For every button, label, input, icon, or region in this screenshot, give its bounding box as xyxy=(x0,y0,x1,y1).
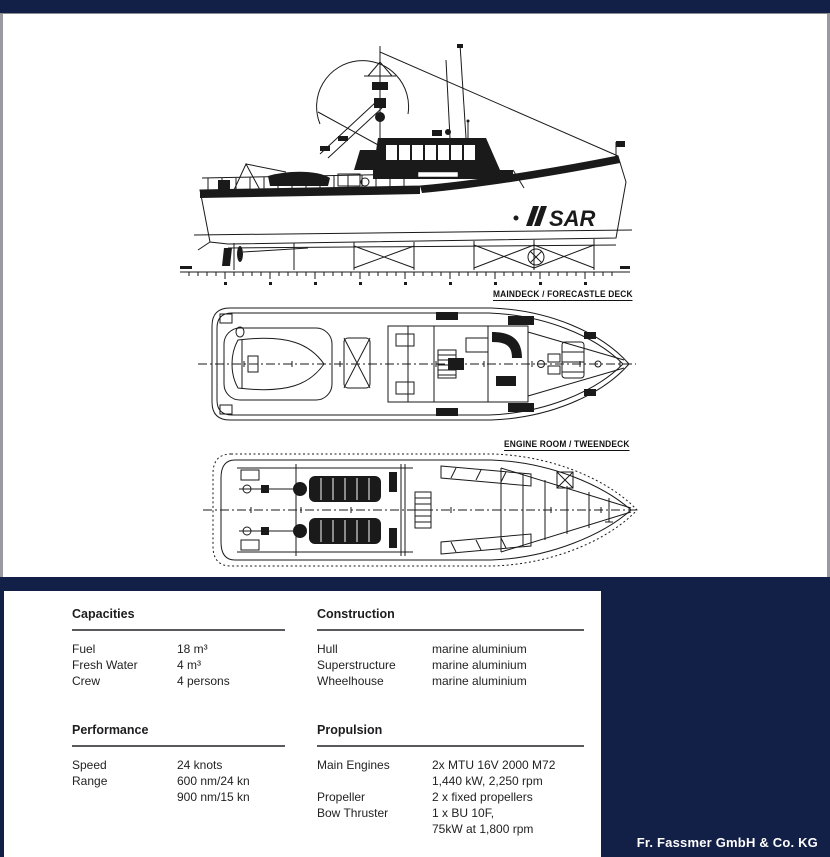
spec-value: 4 m³ xyxy=(177,658,201,672)
spec-label xyxy=(317,773,432,789)
engine-room-plan-drawing xyxy=(201,448,641,574)
spec-value: 4 persons xyxy=(177,674,230,688)
spec-row xyxy=(317,821,584,837)
tweendeck-stairs xyxy=(415,492,431,528)
spec-label xyxy=(72,789,177,805)
svg-text:SAR: SAR xyxy=(549,206,596,231)
spec-section-title: Capacities xyxy=(72,607,135,621)
bottom-panel xyxy=(0,577,830,857)
spec-section-capacities xyxy=(72,607,285,689)
company-name: Fr. Fassmer GmbH & Co. KG xyxy=(636,835,818,850)
top-accent-bar xyxy=(0,0,830,14)
maindeck-label: MAINDECK / FORECASTLE DECK xyxy=(493,289,633,299)
spec-value: 18 m³ xyxy=(177,642,208,656)
spec-section-construction xyxy=(317,607,584,689)
maindeck-plan-drawing xyxy=(196,298,638,430)
spec-label: Main Engines xyxy=(317,758,390,772)
drawings-panel xyxy=(0,14,830,577)
spec-label: Hull xyxy=(317,642,338,656)
spec-label: Crew xyxy=(72,674,101,688)
spec-label: Speed xyxy=(72,758,107,772)
spec-value: 2 x fixed propellers xyxy=(432,790,533,804)
spec-label: Range xyxy=(72,774,108,788)
spec-label: Propeller xyxy=(317,790,366,804)
spec-row xyxy=(72,673,285,689)
spec-section-propulsion xyxy=(317,723,584,837)
section-underline xyxy=(317,745,584,747)
spec-label xyxy=(317,821,432,837)
spec-label: Superstructure xyxy=(317,658,396,672)
spec-row xyxy=(317,773,584,789)
spec-row xyxy=(317,805,584,821)
wheelhouse xyxy=(354,120,500,171)
spec-value: 2x MTU 16V 2000 M72 xyxy=(432,758,556,772)
spec-section-title: Construction xyxy=(317,607,395,621)
spec-value: marine aluminium xyxy=(432,642,527,656)
spec-row xyxy=(317,757,584,773)
spec-row xyxy=(72,657,285,673)
deck-hatch-cross xyxy=(344,338,370,388)
spec-value: marine aluminium xyxy=(432,674,527,688)
section-underline xyxy=(72,629,285,631)
spec-value: 1,440 kW, 2,250 rpm xyxy=(432,774,543,788)
spec-label: Bow Thruster xyxy=(317,806,389,820)
spec-row xyxy=(72,641,285,657)
spec-label: Fuel xyxy=(72,642,96,656)
spec-value: 24 knots xyxy=(177,758,223,772)
spec-value: 75kW at 1,800 rpm xyxy=(432,822,534,836)
section-underline xyxy=(317,629,584,631)
spec-section-performance xyxy=(72,723,285,837)
spec-value: 1 x BU 10F, xyxy=(432,806,495,820)
spec-row xyxy=(72,757,285,773)
specs-card xyxy=(4,591,601,857)
spec-row xyxy=(317,657,584,673)
spec-value: 900 nm/15 kn xyxy=(177,790,250,804)
spec-label: Fresh Water xyxy=(72,658,138,672)
spec-row xyxy=(317,673,584,689)
spec-row xyxy=(72,773,285,789)
spec-row xyxy=(317,789,584,805)
spec-label: Wheelhouse xyxy=(317,674,384,688)
sar-logo xyxy=(526,206,596,231)
spec-section-title: Propulsion xyxy=(317,723,383,737)
spec-row xyxy=(72,789,285,805)
spec-row xyxy=(317,641,584,657)
engine-room-label: ENGINE ROOM / TWEENDECK xyxy=(504,439,630,449)
specs-grid xyxy=(72,607,601,837)
section-underline xyxy=(72,745,285,747)
spec-value: marine aluminium xyxy=(432,658,527,672)
spec-section-title: Performance xyxy=(72,723,149,737)
spec-value: 600 nm/24 kn xyxy=(177,774,250,788)
baseline-ruler xyxy=(180,266,630,285)
ship-side-profile-drawing xyxy=(168,42,646,292)
